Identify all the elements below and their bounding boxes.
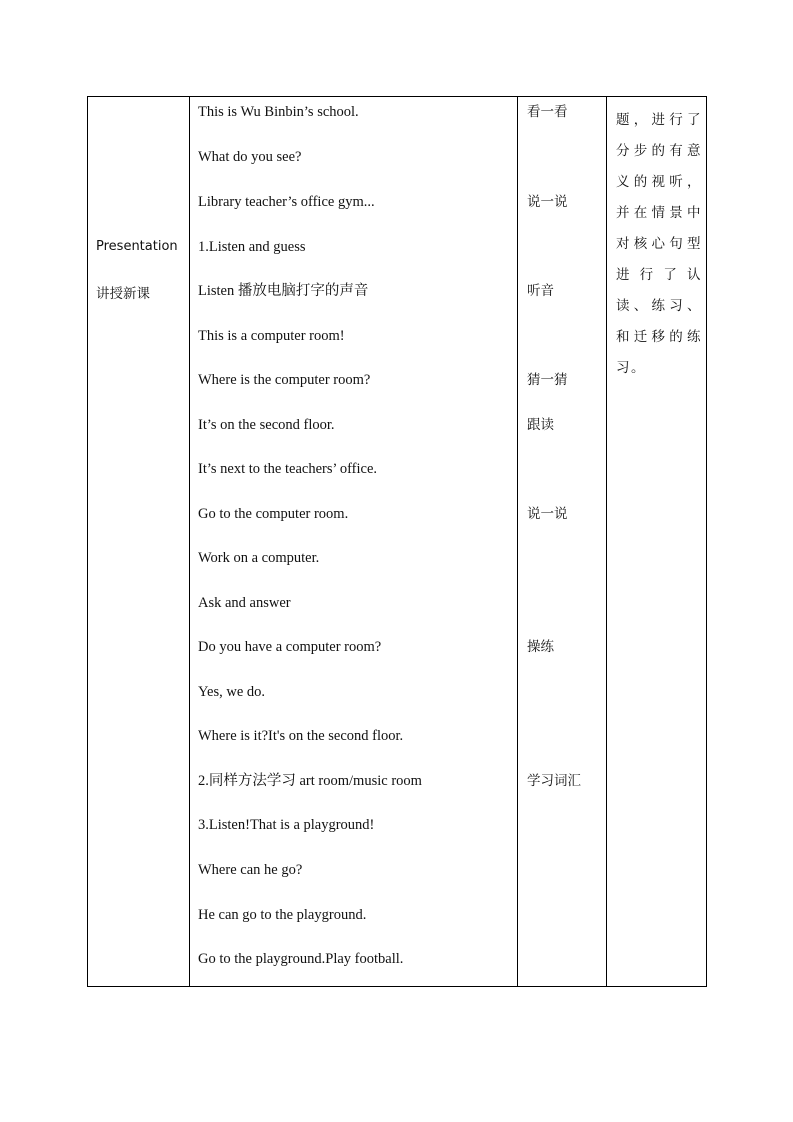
- column-divider: [606, 97, 607, 986]
- activity-item: 操练: [527, 639, 554, 655]
- content-line: Where is the computer room?: [198, 372, 371, 388]
- content-line: What do you see?: [198, 149, 302, 165]
- content-line: He can go to the playground.: [198, 907, 367, 923]
- content-line: It’s on the second floor.: [198, 417, 335, 433]
- content-line: It’s next to the teachers’ office.: [198, 461, 378, 477]
- content-line: This is a computer room!: [198, 328, 345, 344]
- column-divider: [189, 97, 190, 986]
- content-line: Where is it?It's on the second floor.: [198, 728, 404, 744]
- activity-item: 说一说: [527, 506, 568, 522]
- content-line: Go to the computer room.: [198, 506, 349, 522]
- content-line: Work on a computer.: [198, 550, 320, 566]
- column-divider: [517, 97, 518, 986]
- activity-item: 跟读: [527, 417, 554, 433]
- content-line: Yes, we do.: [198, 684, 266, 700]
- activity-item: 听音: [527, 283, 554, 299]
- content-line: 2.同样方法学习 art room/music room: [198, 773, 422, 789]
- activity-item: 猜一猜: [527, 372, 568, 388]
- content-line: 3.Listen!That is a playground!: [198, 817, 375, 833]
- content-line: Ask and answer: [198, 595, 291, 611]
- activity-item: 学习词汇: [527, 773, 581, 789]
- lesson-plan-table: [87, 96, 707, 987]
- content-line: Listen 播放电脑打字的声音: [198, 283, 369, 299]
- activity-item: 说一说: [527, 194, 568, 210]
- content-line: Go to the playground.Play football.: [198, 951, 404, 967]
- design-intent-note: 题，进行了分步的有意义的视听，并在情景中对核心句型进行了认读、练习、和迁移的练习。: [616, 112, 702, 376]
- content-line: This is Wu Binbin’s school.: [198, 104, 359, 120]
- content-line: Do you have a computer room?: [198, 639, 382, 655]
- content-line: Library teacher’s office gym...: [198, 194, 375, 210]
- stage-label-cn: 讲授新课: [96, 286, 150, 302]
- content-line: Where can he go?: [198, 862, 303, 878]
- stage-label-en: Presentation: [96, 239, 178, 254]
- activity-item: 看一看: [527, 104, 568, 120]
- content-line: 1.Listen and guess: [198, 239, 306, 255]
